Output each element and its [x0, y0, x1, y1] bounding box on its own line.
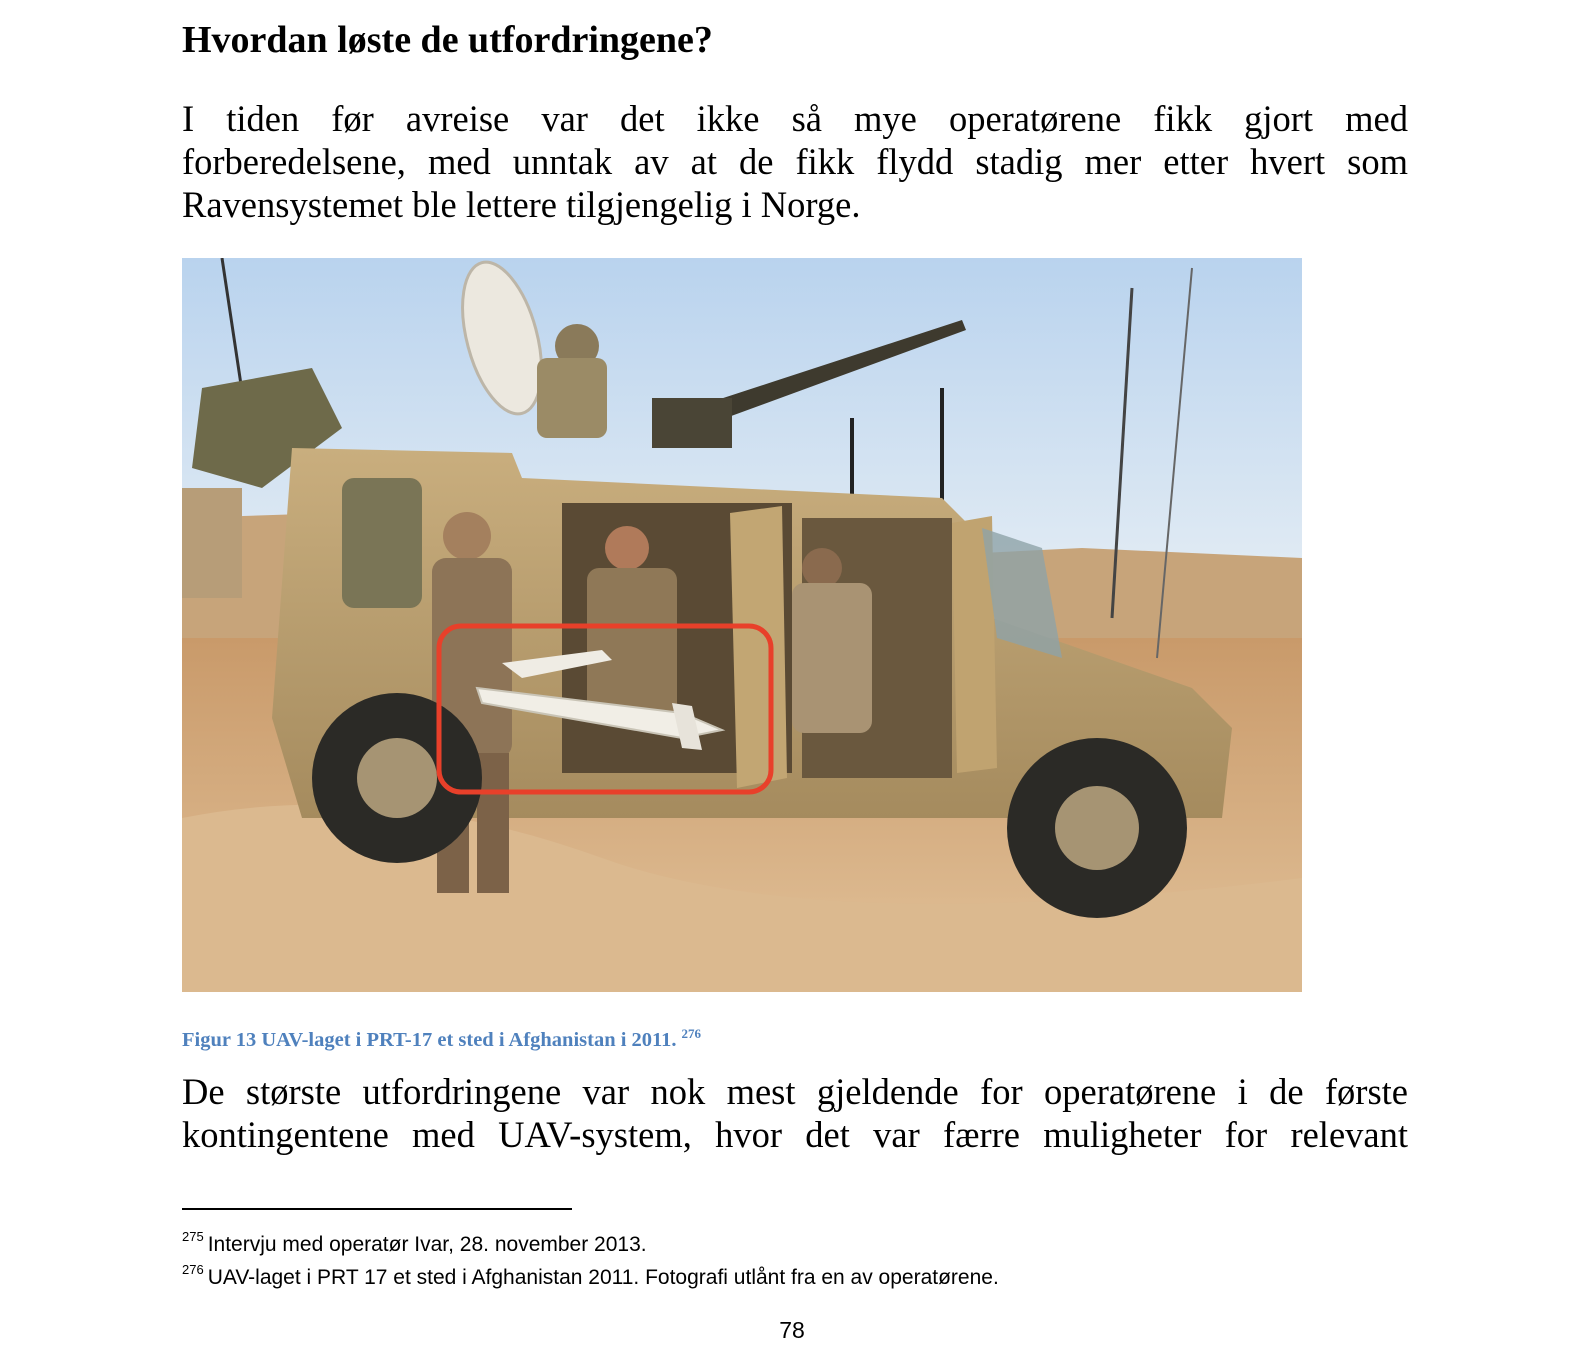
figure-photo — [182, 258, 1302, 992]
footnote-number: 275 — [182, 1229, 204, 1244]
figure-caption — [182, 1026, 701, 1052]
caption-text: Figur 13 UAV-laget i PRT-17 et sted i Afghanistan i 2011. — [182, 1029, 677, 1051]
paragraph-line: De største utfordringene var nok mest gjeldende for operatørene i de første — [182, 1071, 1408, 1112]
footnote-number: 276 — [182, 1262, 204, 1277]
footnote-text: UAV-laget i PRT 17 et sted i Afghanistan 2011. Fotografi utlånt fra en av operatørene. — [207, 1266, 999, 1289]
caption-footnote-ref[interactable]: 276 — [681, 1026, 702, 1041]
footnote-divider — [182, 1208, 572, 1210]
page-number: 78 — [779, 1317, 805, 1343]
paragraph-intro — [182, 97, 1408, 226]
paragraph-line: I tiden før avreise var det ikke så mye operatørene fikk gjort med — [182, 98, 1408, 139]
footnote — [182, 1229, 647, 1257]
paragraph-line: Ravensystemet ble lettere tilgjengelig i Norge. — [182, 184, 861, 225]
paragraph-challenges — [182, 1070, 1408, 1156]
footnote-text: Intervju med operatør Ivar, 28. november 2013. — [207, 1233, 647, 1256]
paragraph-line: kontingentene med UAV-system, hvor det var færre muligheter for relevant — [182, 1114, 1408, 1155]
footnote — [182, 1262, 999, 1290]
section-heading: Hvordan løste de utfordringene? — [182, 19, 713, 61]
paragraph-line: forberedelsene, med unntak av at de fikk flydd stadig mer etter hvert som — [182, 141, 1408, 182]
military-vehicle-photo — [182, 258, 1302, 992]
